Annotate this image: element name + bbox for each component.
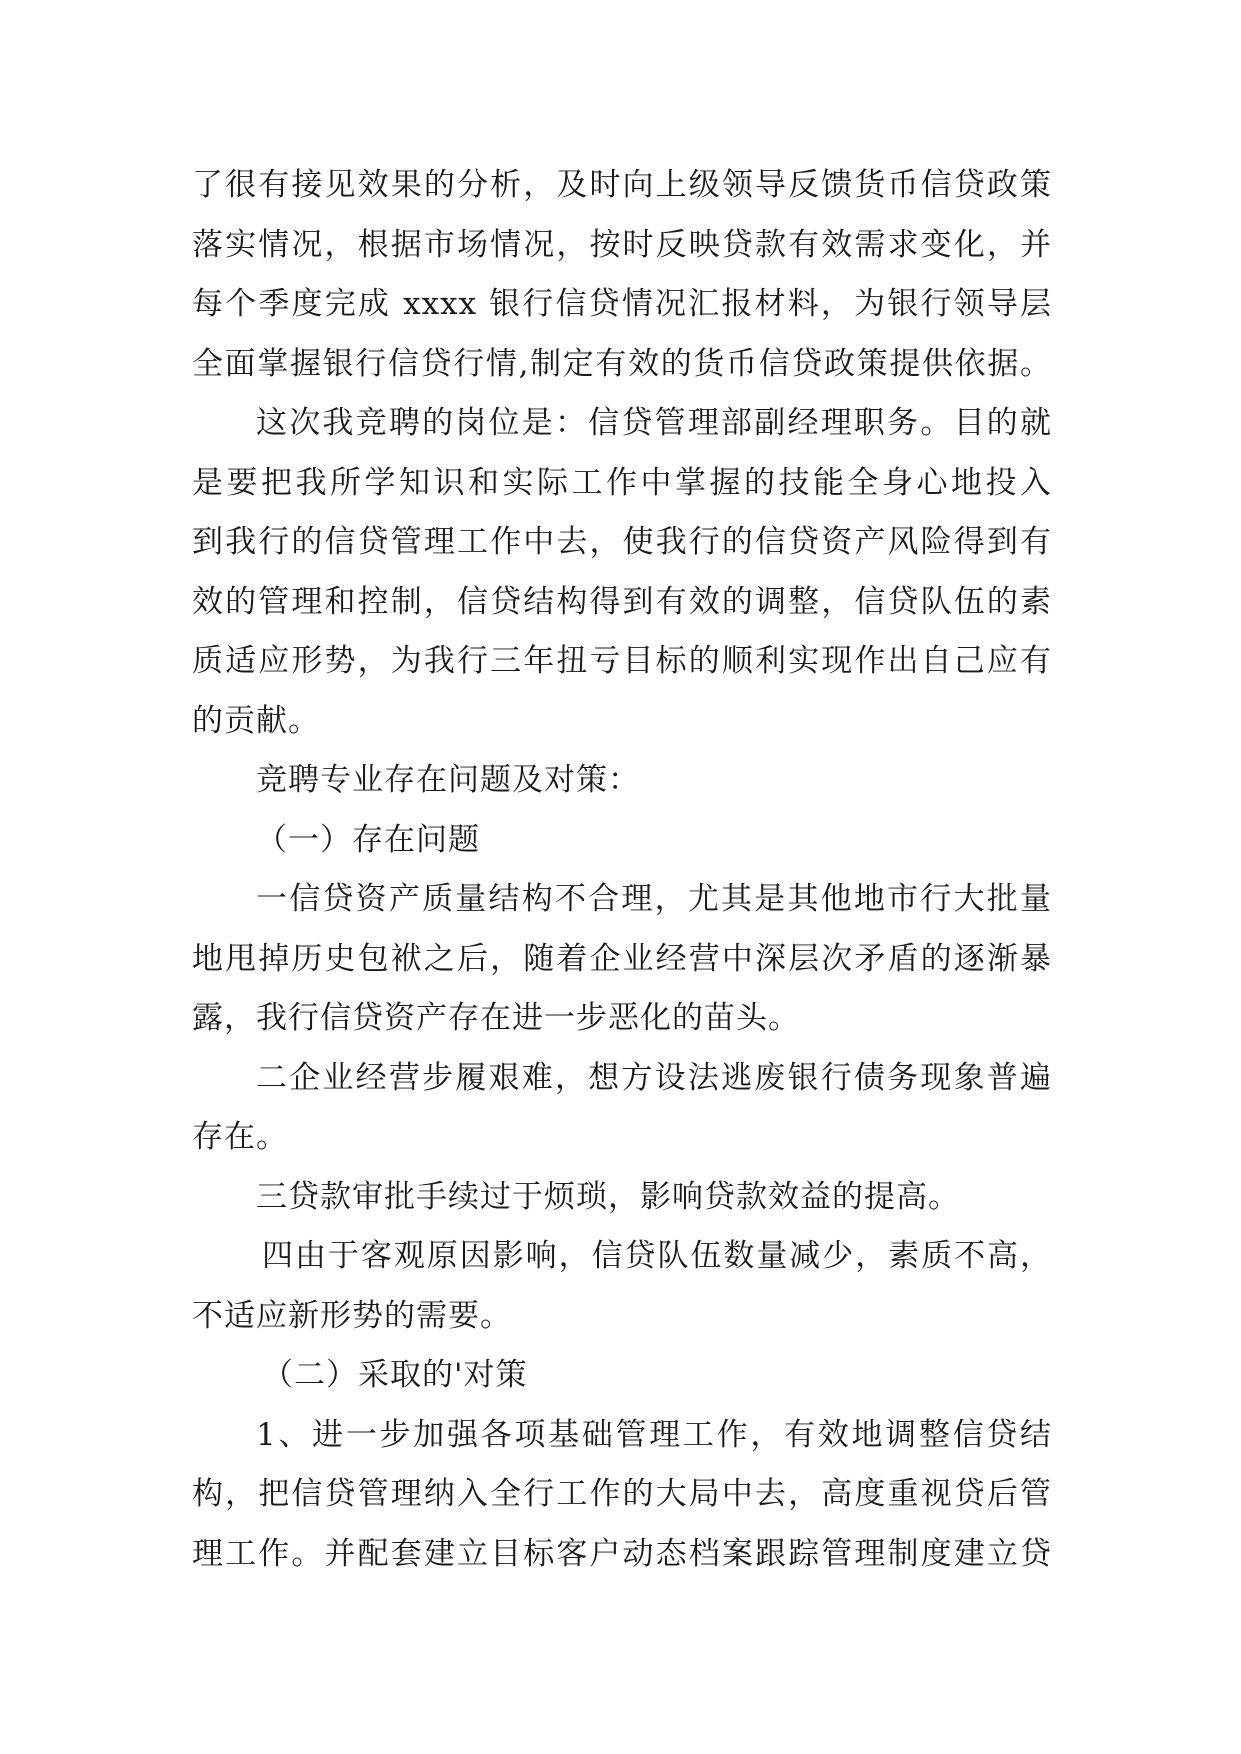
paragraph-line: 全面掌握银行信贷行情,制定有效的货币信贷政策提供依据。 (192, 345, 1052, 382)
paragraph-line: 到我行的信贷管理工作中去，使我行的信贷资产风险得到有 (192, 524, 1052, 560)
paragraph-line: 不适应新形势的需要。 (192, 1297, 512, 1334)
paragraph-line: 构，把信贷管理纳入全行工作的大局中去，高度重视贷后管 (192, 1476, 1052, 1512)
paragraph-line: 质适应形势，为我行三年扭亏目标的顺利实现作出自己应有 (192, 643, 1052, 679)
paragraph-line: 露，我行信贷资产存在进一步恶化的苗头。 (192, 1000, 800, 1036)
paragraph-line: 的贡献。 (192, 702, 320, 739)
paragraph-line: 四由于客观原因影响，信贷队伍数量减少，素质不高， (262, 1238, 1052, 1274)
subsection-heading: （二）采取的'对策 (262, 1357, 528, 1393)
paragraph-line: 1、进一步加强各项基础管理工作，有效地调整信贷结 (256, 1416, 1052, 1453)
subsection-heading: （一）存在问题 (256, 821, 480, 858)
paragraph-line: 一信贷资产质量结构不合理，尤其是其他地市行大批量 (256, 881, 1052, 917)
paragraph-line: 三贷款审批手续过于烦琐，影响贷款效益的提高。 (256, 1178, 960, 1215)
document-body (192, 156, 1052, 1584)
paragraph-line: 这次我竞聘的岗位是：信贷管理部副经理职务。目的就 (256, 405, 1052, 441)
paragraph-line: 效的管理和控制，信贷结构得到有效的调整，信贷队伍的素 (192, 583, 1052, 620)
paragraph-line: 理工作。并配套建立目标客户动态档案跟踪管理制度建立贷 (192, 1535, 1052, 1572)
paragraph-line: 每个季度完成 xxxx 银行信贷情况汇报材料，为银行领导层 (192, 286, 1052, 322)
paragraph-line: 是要把我所学知识和实际工作中掌握的技能全身心地投入 (192, 464, 1052, 501)
paragraph-line: 存在。 (192, 1119, 288, 1155)
paragraph-line: 了很有接见效果的分析，及时向上级领导反馈货币信贷政策 (192, 167, 1052, 203)
section-heading: 竞聘专业存在问题及对策： (256, 762, 640, 798)
paragraph-line: 二企业经营步履艰难，想方设法逃废银行债务现象普遍 (256, 1059, 1052, 1096)
paragraph-line: 地甩掉历史包袱之后，随着企业经营中深层次矛盾的逐渐暴 (192, 940, 1052, 977)
paragraph-line: 落实情况，根据市场情况，按时反映贷款有效需求变化，并 (192, 226, 1052, 263)
